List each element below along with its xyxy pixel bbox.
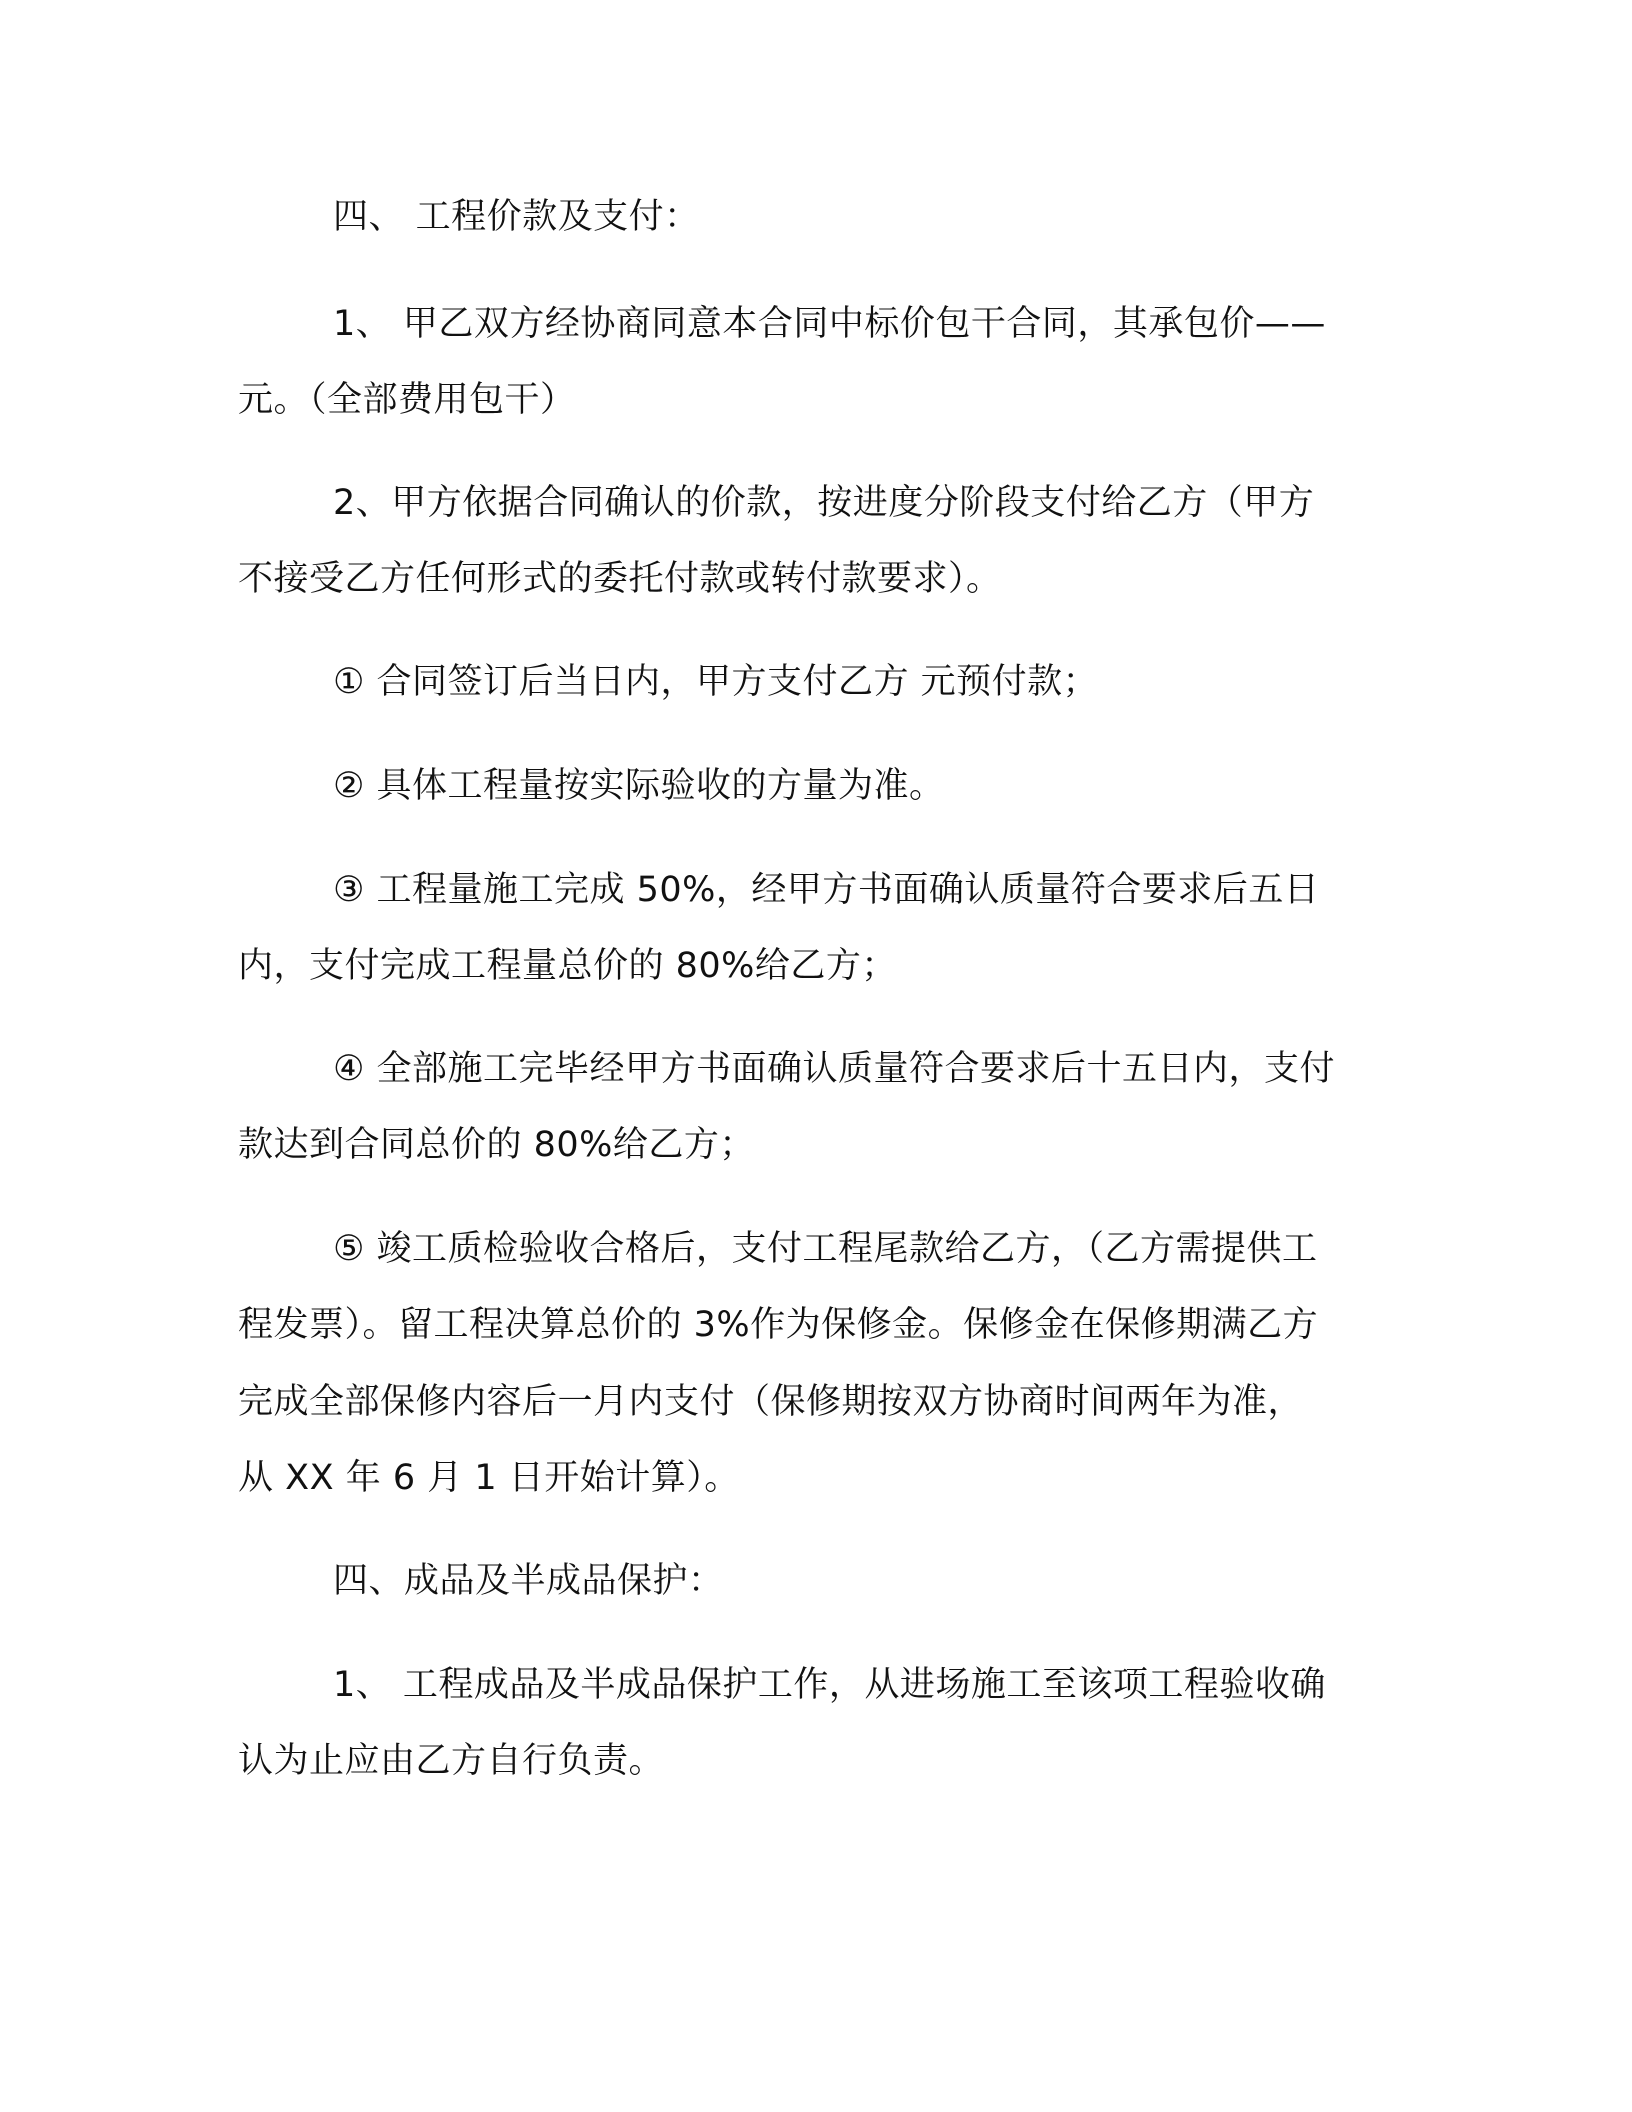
list-item: ⑤ 竣工质检验收合格后，支付工程尾款给乙方，（乙方需提供工 xyxy=(333,1229,1318,1269)
paragraph-line: 元。（全部费用包干） xyxy=(238,380,576,420)
list-item: ④ 全部施工完毕经甲方书面确认质量符合要求后十五日内，支付 xyxy=(333,1049,1336,1089)
paragraph-line: 1、 甲乙双方经协商同意本合同中标价包干合同，其承包价—— xyxy=(333,304,1326,344)
list-item: ② 具体工程量按实际验收的方量为准。 xyxy=(333,766,945,806)
paragraph-line: 程发票）。留工程决算总价的 3%作为保修金。保修金在保修期满乙方 xyxy=(238,1305,1319,1345)
paragraph-line: 认为止应由乙方自行负责。 xyxy=(238,1741,665,1781)
list-item: ③ 工程量施工完成 50%，经甲方书面确认质量符合要求后五日 xyxy=(333,870,1320,910)
paragraph-line: 不接受乙方任何形式的委托付款或转付款要求）。 xyxy=(238,559,1002,599)
paragraph-line: 款达到合同总价的 80%给乙方； xyxy=(238,1125,755,1165)
section-heading-protection: 四、成品及半成品保护： xyxy=(333,1561,724,1601)
paragraph-line: 1、 工程成品及半成品保护工作，从进场施工至该项工程验收确 xyxy=(333,1665,1326,1705)
paragraph-line: 完成全部保修内容后一月内支付（保修期按双方协商时间两年为准， xyxy=(238,1382,1304,1422)
paragraph-line: 内，支付完成工程量总价的 80%给乙方； xyxy=(238,946,897,986)
paragraph-line: 2、甲方依据合同确认的价款，按进度分阶段支付给乙方（甲方 xyxy=(333,483,1315,523)
section-heading-payment: 四、 工程价款及支付： xyxy=(333,197,700,237)
paragraph-line: 从 XX 年 6 月 1 日开始计算）。 xyxy=(238,1458,740,1498)
list-item: ① 合同签订后当日内，甲方支付乙方 元预付款； xyxy=(333,662,1099,702)
